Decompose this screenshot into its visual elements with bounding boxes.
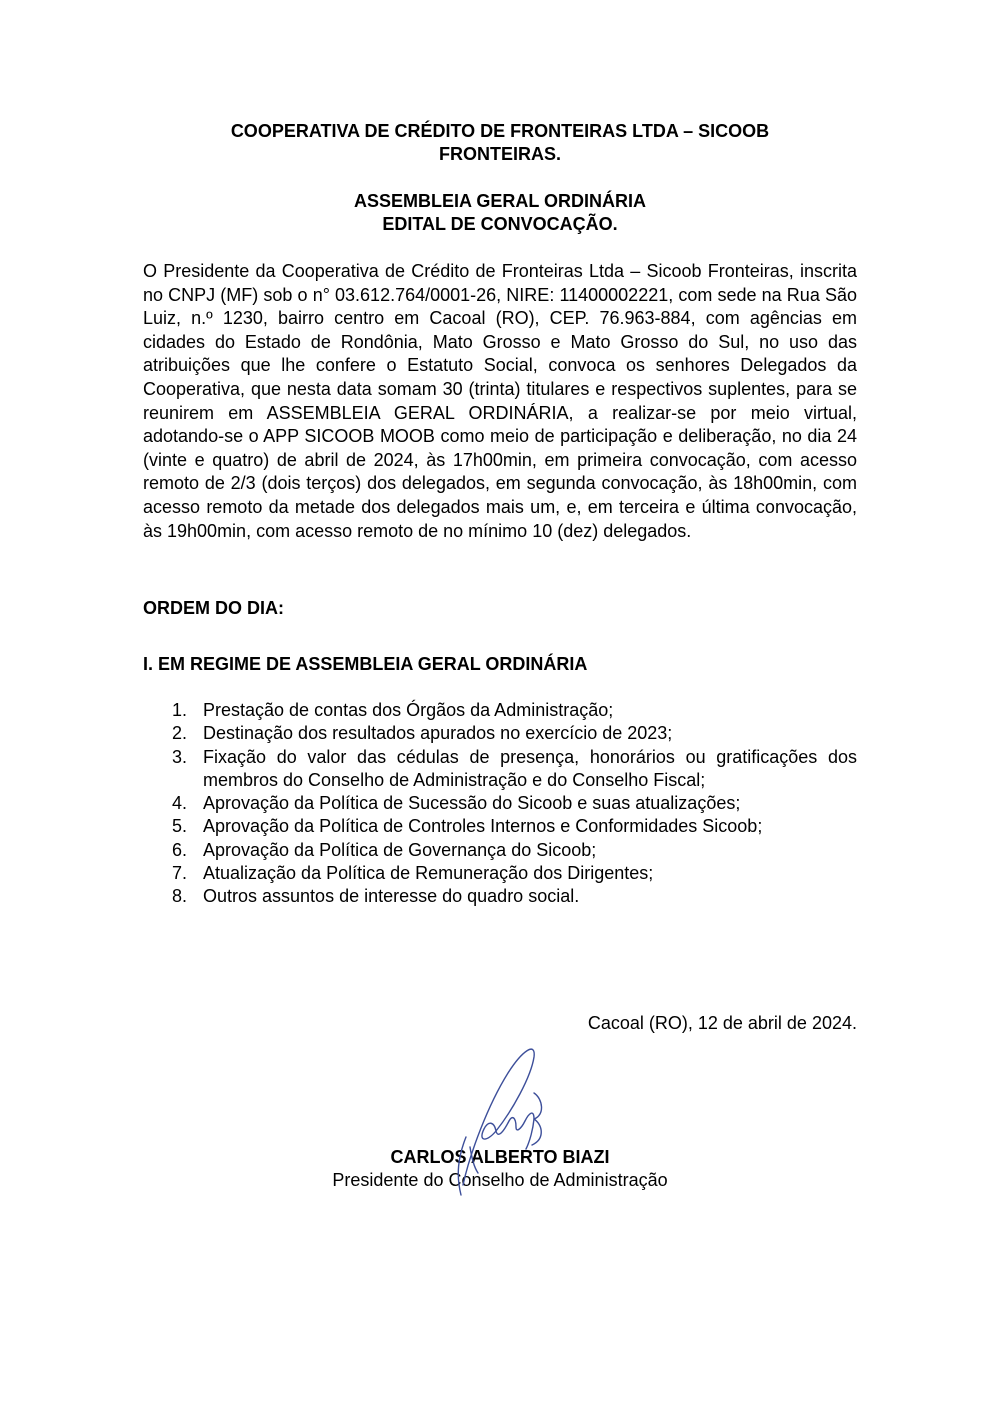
agenda-item-number: 1.: [172, 700, 188, 720]
convocation-paragraph: O Presidente da Cooperativa de Crédito de Fronteiras Ltda – Sicoob Fronteiras, inscrita no CNPJ (MF) sob o n° 03.612.764/0001-26, NIRE: 11400002221, com sede na Rua São Luiz, n.º 1230, bairro centro em Cacoal (RO), CEP. 76.963-884, com agências em cidades do Estado de Rondônia, Mato Grosso e Mato Grosso do Sul, no uso das atribuições que lhe confere o Estatuto Social, convoca os senhores Delegados da Cooperativa, que nesta data somam 30 (trinta) titulares e respectivos suplentes, para se reunirem em ASSEMBLEIA GERAL ORDINÁRIA, a realizar-se por meio virtual, adotando-se o APP SICOOB MOOB como meio de participação e deliberação, no dia 24 (vinte e quatro) de abril de 2024, às 17h00min, em primeira convocação, com acesso remoto de 2/3 (dois terços) dos delegados, em segunda convocação, às 18h00min, com acesso remoto da metade dos delegados mais um, e, em terceira e última convocação, às 19h00min, com acesso remoto de no mínimo 10 (dez) delegados.: [143, 261, 857, 541]
agenda-item-text: Fixação do valor das cédulas de presença, honorários ou gratificações dos membros do Conselho de Administração e do Conselho Fiscal;: [203, 746, 857, 790]
place-date: Cacoal (RO), 12 de abril de 2024.: [587, 1013, 857, 1033]
agenda-item: [143, 885, 857, 908]
agenda-item: [143, 862, 857, 885]
agenda-item-text: Prestação de contas dos Órgãos da Administração;: [203, 700, 614, 720]
agenda-item-number: 6.: [172, 839, 188, 860]
organization-title-line-1: COOPERATIVA DE CRÉDITO DE FRONTEIRAS LTDA – SICOOB: [230, 121, 770, 141]
signer-name: CARLOS ALBERTO BIAZI: [390, 1147, 610, 1167]
agenda-item: [143, 722, 857, 745]
agenda-item: [143, 792, 857, 815]
agenda-item-number: 7.: [172, 863, 188, 884]
agenda-item: [143, 839, 857, 862]
signature-stroke-tail: [458, 1137, 466, 1195]
agenda-item-text: Destinação dos resultados apurados no exercício de 2023;: [203, 723, 673, 744]
agenda-item-number: 4.: [172, 793, 188, 814]
agenda-item-number: 2.: [172, 723, 188, 744]
signature-stroke-loop: [532, 1093, 542, 1145]
agenda-heading: ORDEM DO DIA:: [143, 598, 284, 618]
organization-title: [143, 120, 857, 166]
agenda-list: [143, 699, 857, 909]
regime-heading: I. EM REGIME DE ASSEMBLEIA GERAL ORDINÁRIA: [143, 654, 588, 674]
agenda-item-text: Atualização da Política de Remuneração dos Dirigentes;: [203, 863, 654, 884]
assembly-title: [143, 190, 857, 236]
agenda-item-text: Aprovação da Política de Governança do Sicoob;: [203, 839, 597, 860]
agenda-item: [143, 815, 857, 838]
agenda-item-text: Aprovação da Política de Sucessão do Sicoob e suas atualizações;: [203, 793, 741, 814]
agenda-item: [143, 699, 857, 722]
agenda-item-number: 8.: [172, 886, 188, 907]
agenda-item: [143, 746, 857, 793]
signature-strokes: [458, 1049, 541, 1195]
signer-role: Presidente do Conselho de Administração: [332, 1170, 668, 1190]
organization-title-line-2: FRONTEIRAS.: [438, 144, 561, 164]
signature-stroke-cross: [470, 1147, 478, 1173]
assembly-title-line-2: EDITAL DE CONVOCAÇÃO.: [382, 214, 618, 234]
assembly-title-line-1: ASSEMBLEIA GERAL ORDINÁRIA: [353, 191, 647, 211]
agenda-item-number: 5.: [172, 816, 188, 837]
agenda-item-text: Aprovação da Política de Controles Internos e Conformidades Sicoob;: [203, 816, 763, 837]
agenda-item-text: Outros assuntos de interesse do quadro social.: [203, 886, 580, 907]
handwritten-signature: [430, 1035, 570, 1205]
agenda-item-number: 3.: [172, 746, 188, 767]
